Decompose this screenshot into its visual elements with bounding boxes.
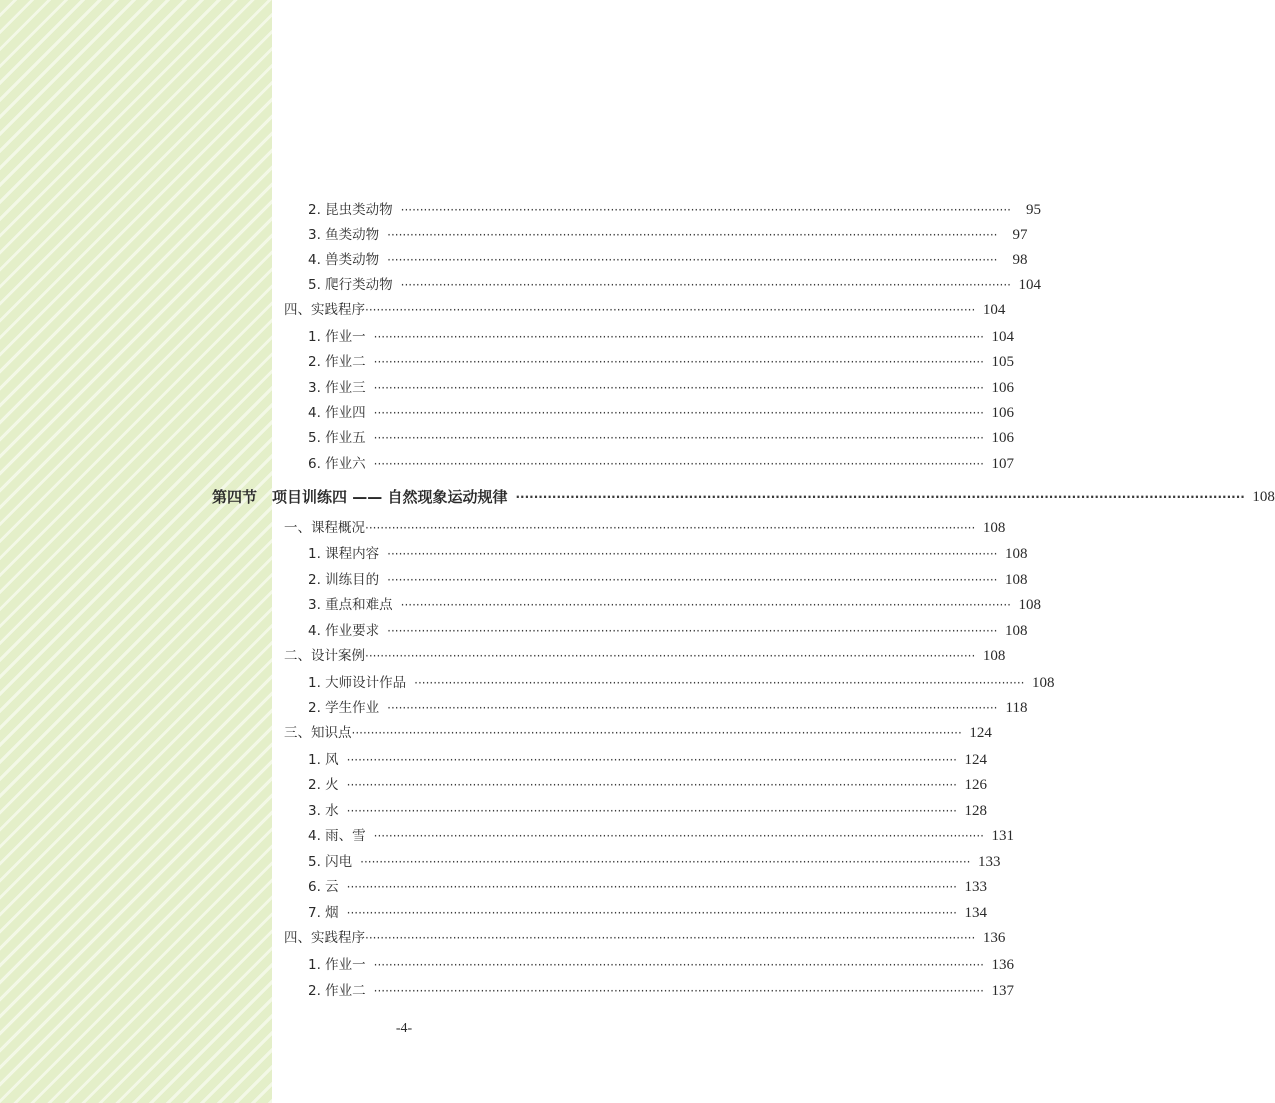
toc-leader-dots: ································································································································································ bbox=[400, 598, 1011, 612]
toc-leader-dots: ································································································································································ bbox=[373, 406, 984, 420]
toc-entry-label: 1. 作业一 bbox=[308, 329, 366, 345]
toc-entry bbox=[308, 697, 1028, 719]
toc-entry-label: 2. 作业二 bbox=[308, 983, 366, 999]
toc-entry-label: 1. 大师设计作品 bbox=[308, 675, 407, 691]
toc-entry-page: 107 bbox=[991, 456, 1014, 472]
toc-entry-page: 108 bbox=[1004, 546, 1028, 562]
toc-entry bbox=[284, 927, 1006, 949]
toc-entry-label: 6. 作业六 bbox=[308, 456, 366, 472]
toc-entry-label: 5. 闪电 bbox=[308, 854, 353, 870]
toc-entry-page: 104 bbox=[991, 329, 1014, 345]
toc-entry-label: 二、设计案例 bbox=[284, 648, 365, 664]
toc-leader-dots: ································································································································································ bbox=[387, 253, 998, 267]
toc-entry-page: 104 bbox=[982, 302, 1006, 318]
toc-entry bbox=[308, 954, 1014, 976]
toc-entry-page: 136 bbox=[982, 930, 1006, 946]
toc-entry-page: 108 bbox=[1252, 489, 1275, 505]
toc-leader-dots: ································································································································································ bbox=[360, 855, 971, 869]
toc-leader-dots: ································································································································································ bbox=[515, 490, 1245, 504]
toc-entry-page: 118 bbox=[1005, 700, 1028, 716]
toc-leader-dots: ································································································································································ bbox=[365, 931, 976, 945]
toc-leader-dots: ································································································································································ bbox=[346, 753, 957, 767]
toc-entry-label: 4. 作业要求 bbox=[308, 623, 380, 639]
toc-leader-dots: ································································································································································ bbox=[373, 958, 984, 972]
toc-entry-page: 108 bbox=[1004, 572, 1028, 588]
toc-entry-page: 124 bbox=[969, 725, 992, 741]
toc-entry-page: 126 bbox=[964, 777, 987, 793]
toc-entry-page: 137 bbox=[991, 983, 1014, 999]
toc-leader-dots: ································································································································································ bbox=[400, 278, 1011, 292]
toc-entry bbox=[308, 902, 987, 924]
toc-entry bbox=[308, 774, 987, 796]
toc-entry-page: 133 bbox=[964, 879, 987, 895]
toc-entry-page: 106 bbox=[991, 430, 1014, 446]
toc-entry bbox=[308, 377, 1014, 399]
toc-entry bbox=[308, 274, 1041, 296]
toc-section-heading bbox=[212, 486, 1275, 508]
toc-entry-label: 2. 火 bbox=[308, 777, 339, 793]
toc-entry-label: 4. 作业四 bbox=[308, 405, 366, 421]
toc-entry bbox=[308, 876, 987, 898]
toc-leader-dots: ································································································································································ bbox=[373, 829, 984, 843]
toc-entry-label: 3. 水 bbox=[308, 803, 339, 819]
toc-entry-label: 2. 学生作业 bbox=[308, 700, 380, 716]
toc-leader-dots: ································································································································································ bbox=[387, 701, 998, 715]
toc-entry-label: 1. 作业一 bbox=[308, 957, 366, 973]
toc-entry bbox=[284, 299, 1006, 321]
toc-entry bbox=[284, 517, 1006, 539]
toc-entry bbox=[308, 672, 1055, 694]
toc-entry bbox=[308, 326, 1014, 348]
toc-leader-dots: ································································································································································ bbox=[346, 778, 957, 792]
toc-entry-label: 2. 训练目的 bbox=[308, 572, 380, 588]
toc-leader-dots: ································································································································································ bbox=[373, 984, 984, 998]
toc-leader-dots: ································································································································································ bbox=[387, 547, 998, 561]
toc-entry-page: 108 bbox=[982, 648, 1006, 664]
toc-entry bbox=[308, 825, 1014, 847]
toc-entry bbox=[308, 800, 987, 822]
toc-entry-page: 108 bbox=[1004, 623, 1028, 639]
toc-entry-page: 108 bbox=[982, 520, 1006, 536]
toc-leader-dots: ································································································································································ bbox=[387, 228, 998, 242]
toc-entry-page: 104 bbox=[1018, 277, 1041, 293]
toc-entry-label: 三、知识点 bbox=[284, 725, 352, 741]
toc-entry bbox=[308, 594, 1041, 616]
toc-entry-page: 131 bbox=[991, 828, 1014, 844]
toc-entry-label: 第四节 项目训练四 —— 自然现象运动规律 bbox=[212, 488, 508, 506]
toc-entry-page: 128 bbox=[964, 803, 987, 819]
toc-leader-dots: ································································································································································ bbox=[373, 457, 984, 471]
toc-leader-dots: ································································································································································ bbox=[414, 676, 1025, 690]
toc-entry bbox=[308, 351, 1014, 373]
toc-entry-label: 3. 作业三 bbox=[308, 380, 366, 396]
toc-entry-page: 108 bbox=[1031, 675, 1055, 691]
toc-entry-page: 134 bbox=[964, 905, 987, 921]
toc-entry-label: 4. 雨、雪 bbox=[308, 828, 366, 844]
toc-entry-label: 4. 兽类动物 bbox=[308, 252, 380, 268]
toc-entry-label: 1. 风 bbox=[308, 752, 339, 768]
toc-entry-label: 四、实践程序 bbox=[284, 930, 365, 946]
toc-entry bbox=[308, 249, 1028, 271]
toc-entry bbox=[308, 569, 1028, 591]
toc-entry-page: 133 bbox=[977, 854, 1001, 870]
toc-entry bbox=[308, 427, 1014, 449]
toc-entry-label: 四、实践程序 bbox=[284, 302, 365, 318]
toc-entry-page: 106 bbox=[991, 405, 1014, 421]
toc-entry-label: 5. 爬行类动物 bbox=[308, 277, 393, 293]
toc-entry bbox=[308, 749, 987, 771]
toc-leader-dots: ································································································································································ bbox=[387, 573, 998, 587]
toc-entry bbox=[284, 645, 1006, 667]
toc-leader-dots: ································································································································································ bbox=[400, 203, 1011, 217]
toc-leader-dots: ································································································································································ bbox=[373, 330, 984, 344]
toc-entry bbox=[308, 543, 1028, 565]
toc-entry-label: 7. 烟 bbox=[308, 905, 339, 921]
toc-entry bbox=[308, 980, 1014, 1002]
toc-leader-dots: ································································································································································ bbox=[373, 431, 984, 445]
toc-leader-dots: ································································································································································ bbox=[373, 355, 984, 369]
toc-entry-label: 5. 作业五 bbox=[308, 430, 366, 446]
toc-entry-label: 1. 课程内容 bbox=[308, 546, 380, 562]
toc-entry bbox=[308, 224, 1028, 246]
toc-entry-page: 98 bbox=[1012, 252, 1028, 268]
toc-leader-dots: ································································································································································ bbox=[346, 906, 957, 920]
toc-entry bbox=[284, 722, 992, 744]
toc-entry bbox=[308, 402, 1014, 424]
toc-entry-page: 97 bbox=[1012, 227, 1028, 243]
toc-entry-page: 95 bbox=[1025, 202, 1041, 218]
page-number: -4- bbox=[395, 1021, 413, 1036]
toc-leader-dots: ································································································································································ bbox=[387, 624, 998, 638]
toc-entry-label: 一、课程概况 bbox=[284, 520, 365, 536]
toc-entry-label: 2. 昆虫类动物 bbox=[308, 202, 393, 218]
toc-leader-dots: ································································································································································ bbox=[373, 381, 984, 395]
toc-entry-label: 3. 鱼类动物 bbox=[308, 227, 380, 243]
toc-leader-dots: ································································································································································ bbox=[346, 880, 957, 894]
toc-entry-label: 2. 作业二 bbox=[308, 354, 366, 370]
toc-entry-page: 108 bbox=[1018, 597, 1041, 613]
toc-entry bbox=[308, 620, 1028, 642]
toc-entry-page: 106 bbox=[991, 380, 1014, 396]
toc-leader-dots: ································································································································································ bbox=[346, 804, 957, 818]
toc-entry bbox=[308, 851, 1001, 873]
toc-entry-page: 124 bbox=[964, 752, 987, 768]
toc-entry bbox=[308, 453, 1014, 475]
toc-entry-page: 105 bbox=[991, 354, 1014, 370]
toc-leader-dots: ································································································································································ bbox=[365, 521, 976, 535]
toc-entry-label: 3. 重点和难点 bbox=[308, 597, 393, 613]
toc-entry-label: 6. 云 bbox=[308, 879, 339, 895]
toc-leader-dots: ································································································································································ bbox=[351, 726, 962, 740]
toc-entry-page: 136 bbox=[991, 957, 1014, 973]
toc-leader-dots: ································································································································································ bbox=[365, 649, 976, 663]
toc-entry bbox=[308, 199, 1041, 221]
toc-leader-dots: ································································································································································ bbox=[365, 303, 976, 317]
